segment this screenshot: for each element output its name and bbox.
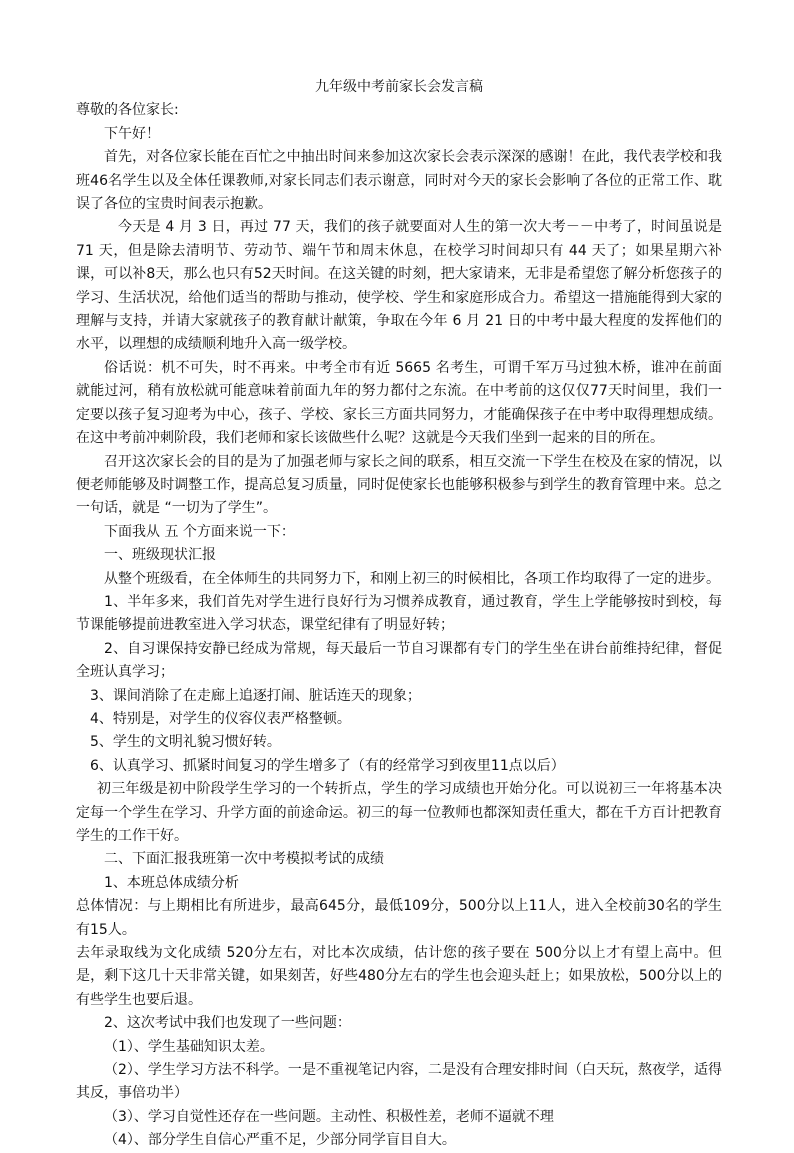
paragraph: 从整个班级看，在全体师生的共同努力下，和刚上初三的时候相比，各项工作均取得了一定的进步。 bbox=[104, 570, 720, 587]
paragraph: （2）、学生学习方法不科学。一是不重视笔记内容，二是没有合理安排时间（白天玩，熬夜学，适得其反，事倍功半） bbox=[76, 1062, 722, 1102]
paragraph: 尊敬的各位家长: bbox=[76, 102, 179, 119]
paragraph: 俗话说：机不可失，时不再来。中考全市有近 5665 名考生，可谓千军万马过独木桥，谁冲在前面就能过河，稍有放松就可能意味着前面九年的努力都付之东流。在中考前的这仅仅77天时间里，我们一定要以孩子复习迎考为中心，孩子、学校、家长三方面共同努力，才能确保孩子在中考中取得理想成绩。在这中考前冲刺阶段，我们老师和家长该做些什么呢？这就是今天我们坐到一起来的目的所在。 bbox=[76, 359, 722, 447]
paragraph: 一、班级现状汇报 bbox=[104, 547, 216, 564]
paragraph: 今天是 4 月 3 日，再过 77 天，我们的孩子就要面对人生的第一次大考－－中考了，时间虽说是 71 天，但是除去清明节、劳动节、端午节和周末休息，在校学习时间却只有 44 天了；如果星期六补课，可以补8天，那么也只有52天时间。在这关键的时刻，把大家请来，无非是希望您了解分析您孩子的学习、生活状况，给他们适当的帮助与推动，使学校、学生和家庭形成合力。希望这一措施能得到大家的理解与支持，并请大家就孩子的教育献计献策，争取在今年 6 月 21 日的中考中最大程度的发挥他们的水平，以理想的成绩顺利地升入高一级学校。 bbox=[76, 219, 722, 353]
paragraph: 2、这次考试中我们也发现了一些问题： bbox=[104, 1015, 351, 1032]
paragraph: （4）、部分学生自信心严重不足，少部分同学盲目自大。 bbox=[104, 1132, 456, 1149]
paragraph: 二、下面汇报我班第一次中考模拟考试的成绩 bbox=[104, 851, 384, 868]
paragraph: 去年录取线为文化成绩 520分左右，对比本次成绩，估计您的孩子要在 500分以上才有望上高中。但是，剩下这几十天非常关键，如果刻苦，好些480分左右的学生也会迎头赶上；如果放松，500分以上的有些学生也要后退。 bbox=[76, 945, 722, 1008]
paragraph: 1、半年多来，我们首先对学生进行良好行为习惯养成教育，通过教育，学生上学能够按时到校，每节课能够提前进教室进入学习状态，课堂纪律有了明显好转； bbox=[76, 593, 722, 634]
document-body bbox=[76, 99, 722, 1152]
paragraph: （3）、学习自觉性还存在一些问题。主动性、积极性差，老师不逼就不理 bbox=[104, 1108, 554, 1125]
paragraph: 6、认真学习、抓紧时间复习的学生增多了（有的经常学习到夜里11点以后） bbox=[90, 757, 565, 774]
paragraph: 3、课间消除了在走廊上追逐打闹、脏话连天的现象； bbox=[90, 687, 421, 704]
paragraph: 5、学生的文明礼貌习惯好转。 bbox=[90, 734, 281, 751]
paragraph: 下面我从 五 个方面来说一下： bbox=[104, 523, 295, 540]
paragraph: 2、自习课保持安静已经成为常规，每天最后一节自习课都有专门的学生坐在讲台前维持纪律，督促全班认真学习； bbox=[76, 640, 722, 681]
paragraph: 下午好！ bbox=[104, 125, 160, 142]
paragraph: 总体情况：与上期相比有所进步，最高645分，最低109分，500分以上11人，进入全校前30名的学生有15人。 bbox=[76, 898, 722, 938]
paragraph: 召开这次家长会的目的是为了加强老师与家长之间的联系，相互交流一下学生在校及在家的情况，以便老师能够及时调整工作，提高总复习质量，同时促使家长也能够积极参与到学生的教育管理中来。总之一句话，就是 “一切为了学生”。 bbox=[76, 453, 722, 517]
document-page bbox=[76, 76, 722, 1153]
paragraph: 1、本班总体成绩分析 bbox=[104, 874, 239, 891]
paragraph: 4、特别是，对学生的仪容仪表严格整顿。 bbox=[90, 710, 351, 727]
paragraph: 初三年级是初中阶段学生学习的一个转折点，学生的学习成绩也开始分化。可以说初三一年将基本决定每一个学生在学习、升学方面的前途命运。初三的每一位教师也都深知责任重大，都在千方百计把教育学生的工作干好。 bbox=[76, 781, 722, 844]
document-title: 九年级中考前家长会发言稿 bbox=[315, 79, 483, 95]
paragraph: （1）、学生基础知识太差。 bbox=[104, 1038, 274, 1055]
paragraph: 首先，对各位家长能在百忙之中抽出时间来参加这次家长会表示深深的感谢！在此，我代表学校和我班46名学生以及全体任课教师,对家长同志们表示谢意，同时对今天的家长会影响了各位的正常工作、耽误了各位的宝贵时间表示抱歉。 bbox=[76, 149, 722, 213]
